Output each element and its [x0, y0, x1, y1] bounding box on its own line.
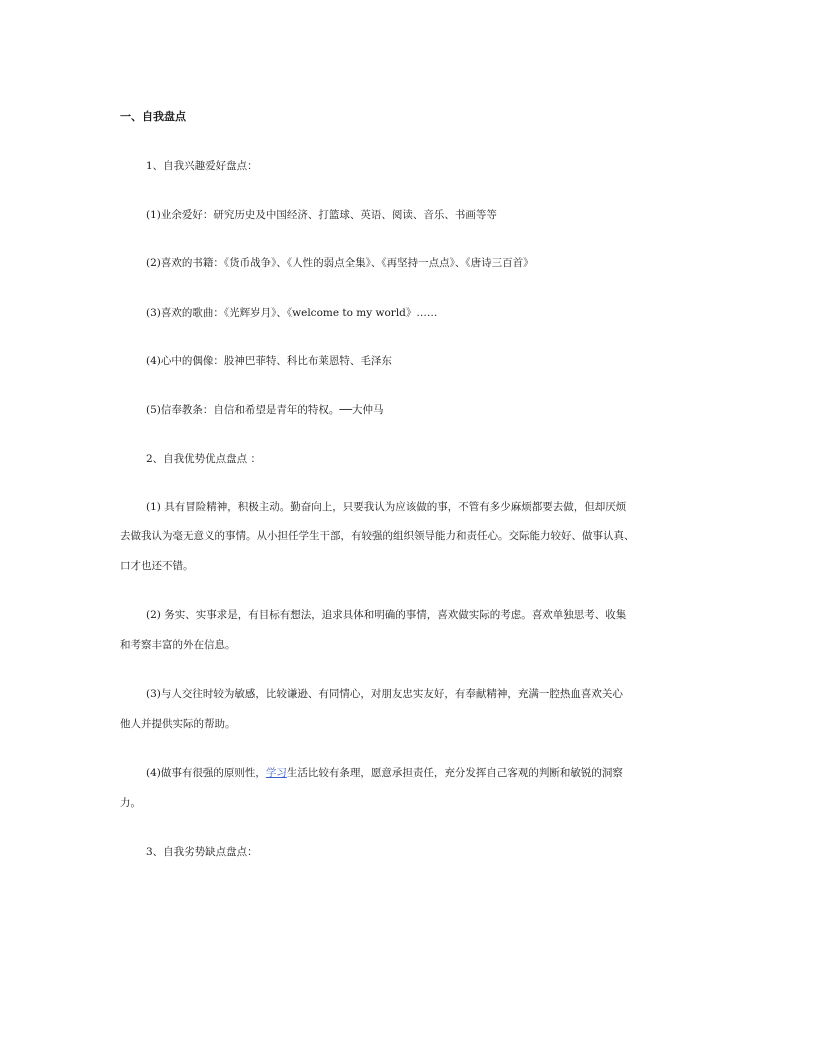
section-3-title: 3、自我劣势缺点盘点： [146, 846, 258, 858]
strength-1-line-3: 口才也还不错。 [120, 560, 194, 572]
hobby-item-1: (1)业余爱好：研究历史及中国经济、打篮球、英语、阅读、音乐、书画等等 [146, 209, 497, 221]
strength-3-line-1: (3)与人交往时较为敏感，比较谦逊、有同情心，对朋友忠实友好，有奉献精神，充满一腔热血喜欢关心 [146, 688, 623, 700]
section-2-title: 2、自我优势优点盘点 ： [146, 453, 262, 465]
strength-2-line-2: 和考察丰富的外在信息。 [120, 639, 236, 651]
hobby-item-4: (4)心中的偶像：股神巴菲特、科比布莱恩特、毛泽东 [146, 355, 392, 367]
strength-4-line-1 [146, 766, 623, 780]
strength-4-line-2: 力。 [120, 797, 141, 809]
page-heading: 一、自我盘点 [120, 110, 186, 123]
strength-1-line-2: 去做我认为毫无意义的事情。从小担任学生干部，有较强的组织领导能力和责任心。交际能力较好、做事认真、 [120, 530, 635, 542]
hobby-item-3: (3)喜欢的歌曲：《光辉岁月》、《welcome to my world》…… [146, 307, 438, 319]
section-1-title: 1、自我兴趣爱好盘点： [146, 160, 258, 172]
strength-4-suffix: 生活比较有条理，愿意承担责任，充分发挥自己客观的判断和敏锐的洞察 [286, 767, 623, 779]
study-link[interactable]: 学习 [265, 767, 287, 779]
hobby-item-5: (5)信奉教条：自信和希望是青年的特权。──大仲马 [146, 404, 384, 416]
strength-3-line-2: 他人并提供实际的帮助。 [120, 718, 236, 730]
strength-2-line-1: (2) 务实、实事求是，有目标有想法，追求具体和明确的事情，喜欢做实际的考虑。喜欢单独思考、收集 [146, 609, 627, 621]
strength-1-line-1: (1) 具有冒险精神，积极主动。勤奋向上，只要我认为应该做的事，不管有多少麻烦都要去做，但却厌烦 [146, 501, 627, 513]
strength-4-prefix: (4)做事有很强的原则性， [146, 767, 266, 779]
hobby-item-2: (2)喜欢的书籍：《货币战争》、《人性的弱点全集》、《再坚持一点点》、《唐诗三百首》 [146, 257, 534, 269]
